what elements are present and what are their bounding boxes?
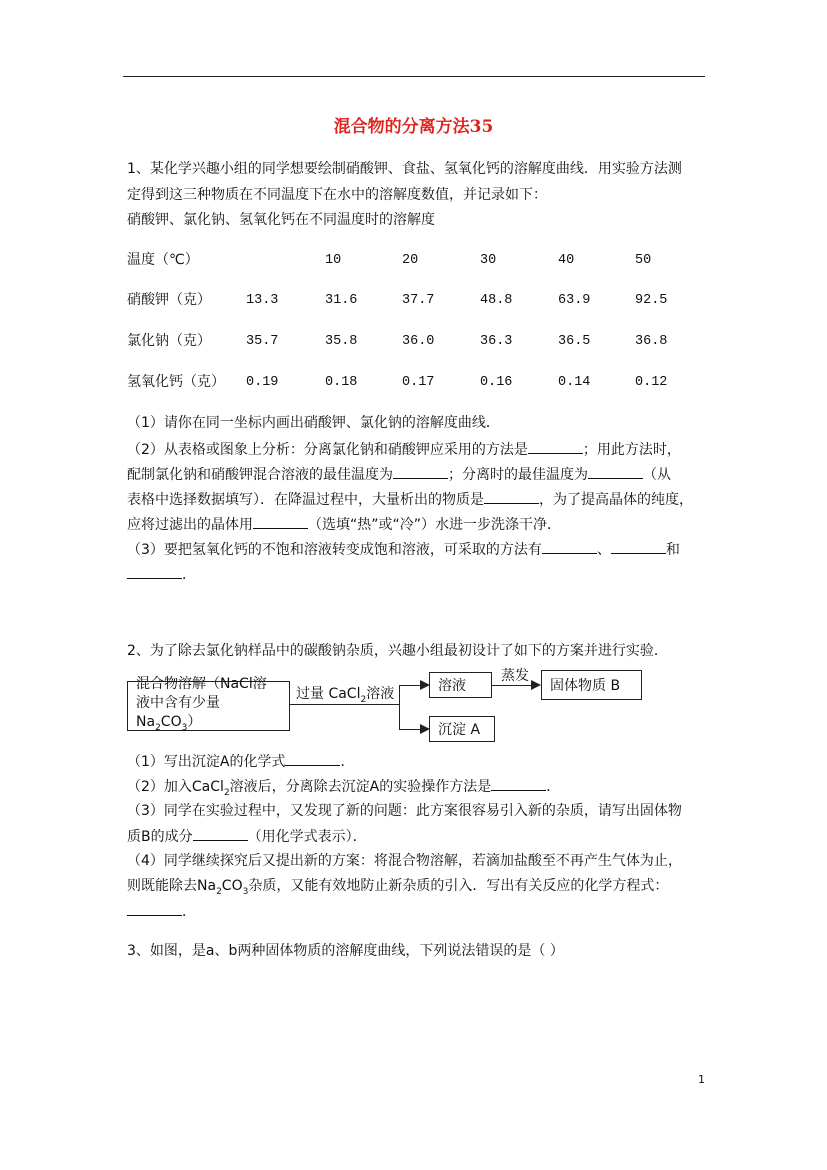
table-cell: 92.5 xyxy=(635,293,668,308)
q2-sub3-line2: 质B的成分 （用化学式表示）． xyxy=(127,826,367,847)
table-cell: 0.12 xyxy=(635,375,668,390)
answer-blank[interactable] xyxy=(588,464,643,479)
arrow-right-icon xyxy=(531,680,541,690)
flow-start-box: 混合物溶解（NaCl溶 液中含有少量$Na_2CO_3$） xyxy=(127,681,290,731)
table-header-label: 温度（℃） xyxy=(127,252,199,268)
q1-sub2-line2: 配制氯化钠和硝酸钾混合溶液的最佳温度为 ；分离时的最佳温度为 （从 xyxy=(127,464,671,485)
q1-intro-line1: 1、某化学兴趣小组的同学想要绘制硝酸钾、食盐、氢氧化钙的溶解度曲线．用实验方法测 xyxy=(127,161,682,177)
flow-branch xyxy=(399,685,400,730)
flow-solution-box: 溶液 xyxy=(429,672,492,698)
q1-intro-line2: 定得到这三种物质在不同温度下在水中的溶解度数值，并记录如下： xyxy=(127,187,547,203)
answer-blank[interactable] xyxy=(193,826,248,841)
q1-table-caption: 硝酸钾、氯化钠、氢氧化钙在不同温度时的溶解度 xyxy=(127,212,435,228)
table-cell: 36.3 xyxy=(480,334,513,349)
answer-blank[interactable] xyxy=(285,751,340,766)
table-cell: 37.7 xyxy=(402,293,435,308)
table-temp: 20 xyxy=(402,253,419,268)
q3-intro: 3、如图，是a、b两种固体物质的溶解度曲线，下列说法错误的是（ ） xyxy=(127,943,564,959)
table-cell: 35.7 xyxy=(246,334,279,349)
table-cell: 31.6 xyxy=(325,293,358,308)
q1-sub2-line4: 应将过滤出的晶体用 （选填“热”或“冷”）水进一步洗涤干净． xyxy=(127,514,561,535)
table-cell: 35.8 xyxy=(325,334,358,349)
q1-sub3-line2: ． xyxy=(127,564,196,585)
flow-evaporate-label: 蒸发 xyxy=(501,668,529,684)
table-temp: 10 xyxy=(325,253,342,268)
q1-sub2-line3: 表格中选择数据填写）．在降温过程中，大量析出的物质是 ，为了提高晶体的纯度， xyxy=(127,489,693,510)
table-cell: 0.18 xyxy=(325,375,358,390)
answer-blank[interactable] xyxy=(611,539,666,554)
table-cell: 0.16 xyxy=(480,375,513,390)
flow-connector xyxy=(492,685,532,686)
answer-blank[interactable] xyxy=(253,514,308,529)
q2-sub4-line3: ． xyxy=(127,901,196,922)
table-cell: 0.17 xyxy=(402,375,435,390)
table-cell: 0.19 xyxy=(246,375,279,390)
q2-sub4-line1: （4）同学继续探究后又提出新的方案：将混合物溶解，若滴加盐酸至不再产生气体为止， xyxy=(127,853,682,869)
q2-intro: 2、为了除去氯化钠样品中的碳酸钠杂质，兴趣小组最初设计了如下的方案并进行实验． xyxy=(127,643,668,659)
q1-sub1: （1）请你在同一坐标内画出硝酸钾、氯化钠的溶解度曲线． xyxy=(127,415,500,431)
q2-sub1: （1）写出沉淀A的化学式 ． xyxy=(127,751,354,772)
table-temp: 30 xyxy=(480,253,497,268)
table-cell: 36.0 xyxy=(402,334,435,349)
table-cell: 13.3 xyxy=(246,293,279,308)
flow-reagent-label: 过量 CaCl$_2$溶液 xyxy=(296,686,395,705)
table-row-label: 氯化钠（克） xyxy=(127,333,211,349)
header-rule xyxy=(123,76,705,77)
answer-blank[interactable] xyxy=(127,564,182,579)
table-cell: 48.8 xyxy=(480,293,513,308)
q1-sub3-line1: （3）要把氢氧化钙的不饱和溶液转变成饱和溶液，可采取的方法有 、 和 xyxy=(127,539,680,560)
answer-blank[interactable] xyxy=(528,439,583,454)
flow-precipitate-box: 沉淀 A xyxy=(429,716,495,742)
answer-blank[interactable] xyxy=(393,464,448,479)
page-title: 混合物的分离方法35 xyxy=(333,117,494,137)
table-cell: 0.14 xyxy=(558,375,591,390)
q1-sub2-line1: （2）从表格或图象上分析：分离氯化钠和硝酸钾应采用的方法是 ；用此方法时， xyxy=(127,439,681,460)
answer-blank[interactable] xyxy=(484,489,539,504)
table-row-label: 氢氧化钙（克） xyxy=(127,374,225,390)
q2-sub4-line2: 则既能除去$Na_2CO_3$杂质，又能有效地防止新杂质的引入．写出有关反应的化学方程式： xyxy=(127,878,669,897)
table-cell: 36.5 xyxy=(558,334,591,349)
q2-sub2: （2）加入CaCl$_2$溶液后，分离除去沉淀A的实验操作方法是 ． xyxy=(127,776,560,803)
page-number: 1 xyxy=(698,1073,705,1086)
answer-blank[interactable] xyxy=(491,776,546,791)
flow-solid-box: 固体物质 B xyxy=(541,670,642,700)
table-row-label: 硝酸钾（克） xyxy=(127,292,211,308)
table-cell: 63.9 xyxy=(558,293,591,308)
table-temp: 40 xyxy=(558,253,575,268)
answer-blank[interactable] xyxy=(127,901,182,916)
q2-sub3-line1: （3）同学在实验过程中，又发现了新的问题：此方案很容易引入新的杂质，请写出固体物 xyxy=(127,803,682,819)
table-temp: 50 xyxy=(635,253,652,268)
table-cell: 36.8 xyxy=(635,334,668,349)
answer-blank[interactable] xyxy=(542,539,597,554)
